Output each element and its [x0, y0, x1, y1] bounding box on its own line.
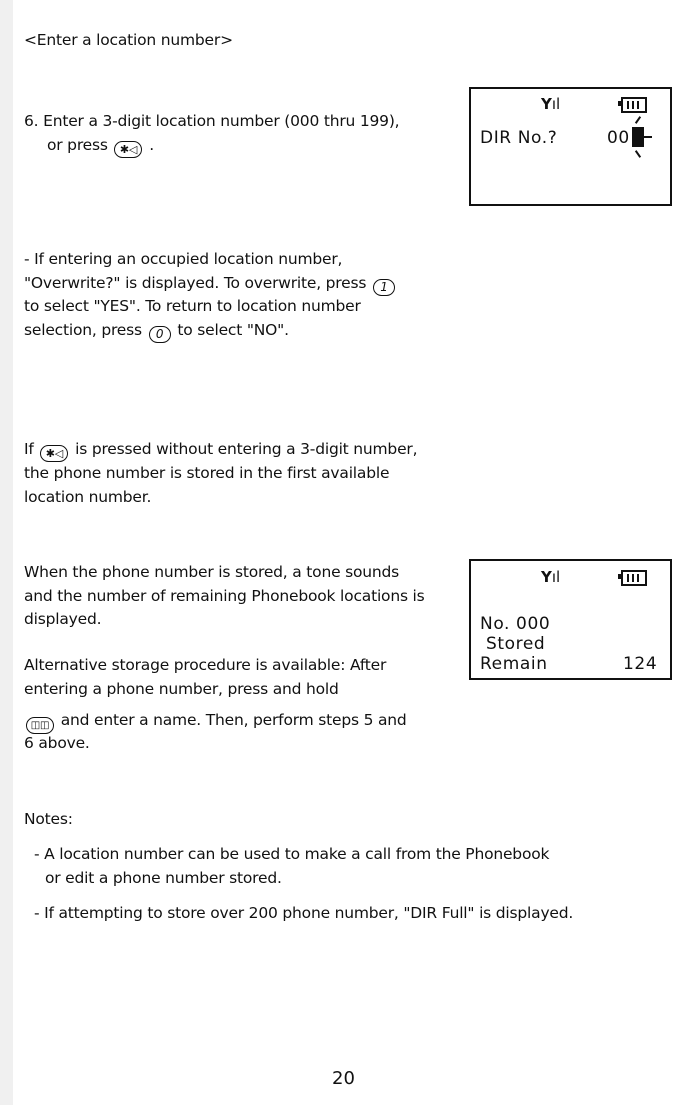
overwrite-line4-end: to select "NO".: [177, 321, 289, 339]
overwrite-line1: - If entering an occupied location number,: [24, 250, 343, 268]
blinking-cursor-icon: [632, 127, 644, 147]
overwrite-line4: [24, 319, 289, 343]
alternative-line3-text: and enter a name. Then, perform steps 5 and: [60, 711, 407, 729]
alternative-line1: Alternative storage procedure is available: After: [24, 656, 387, 674]
nonumber-line2: the phone number is stored in the first available: [24, 464, 390, 482]
alternative-line4: 6 above.: [24, 734, 90, 752]
step6-line2: [47, 134, 154, 158]
lcd-stored-line1: No. 000: [480, 614, 551, 634]
key-1-icon: 1: [373, 279, 395, 296]
lcd-stored-line2: Stored: [486, 634, 546, 654]
alternative-line2: entering a phone number, press and hold: [24, 680, 339, 698]
phonebook-key-icon: ◫◫: [26, 717, 54, 734]
section-heading: <Enter a location number>: [24, 31, 233, 49]
overwrite-line2-text: "Overwrite?" is displayed. To overwrite, press: [24, 274, 367, 292]
stored-line2: and the number of remaining Phonebook locations is: [24, 587, 425, 605]
lcd-digits-text: 00: [607, 128, 630, 148]
battery-icon: [621, 97, 647, 113]
star-key-icon: ✱◁: [114, 141, 142, 158]
battery-icon: [621, 570, 647, 586]
lcd-prompt-text: DIR No.?: [480, 128, 558, 148]
overwrite-line2: [24, 272, 397, 296]
nonumber-line1: [24, 438, 417, 462]
notes-heading: Notes:: [24, 810, 73, 828]
notes-item1-line1: - A location number can be used to make a call from the Phonebook: [34, 845, 550, 863]
overwrite-line3: to select "YES". To return to location number: [24, 297, 361, 315]
notes-item1-line2: or edit a phone number stored.: [45, 869, 282, 887]
signal-antenna-icon: Yıl: [541, 568, 561, 586]
lcd-remain-value: 124: [623, 654, 658, 674]
lcd-display-dir-prompt: [469, 87, 672, 206]
key-0-icon: 0: [149, 326, 171, 343]
page-margin-bar: [0, 0, 13, 1105]
notes-item2: - If attempting to store over 200 phone number, "DIR Full" is displayed.: [34, 904, 574, 922]
signal-antenna-icon: Yıl: [541, 95, 561, 113]
cursor-ray-lower-icon: [635, 150, 641, 158]
overwrite-line4-text: selection, press: [24, 321, 142, 339]
cursor-ray-upper-icon: [635, 116, 641, 124]
step6-line2-text: or press: [47, 136, 108, 154]
nonumber-line1-text: If: [24, 440, 34, 458]
stored-line1: When the phone number is stored, a tone sounds: [24, 563, 400, 581]
lcd-remain-label: Remain: [480, 654, 548, 674]
page-number: 20: [332, 1068, 355, 1089]
step6-line1: 6. Enter a 3-digit location number (000 thru 199),: [24, 112, 400, 130]
nonumber-line1-end: is pressed without entering a 3-digit number,: [75, 440, 418, 458]
stored-line3: displayed.: [24, 610, 102, 628]
alternative-line3: [24, 709, 407, 734]
nonumber-line3: location number.: [24, 488, 152, 506]
star-key-icon: ✱◁: [40, 445, 68, 462]
lcd-display-stored: [469, 559, 672, 680]
cursor-ray-right-icon: [644, 136, 652, 138]
step6-line2-end: .: [149, 136, 154, 154]
